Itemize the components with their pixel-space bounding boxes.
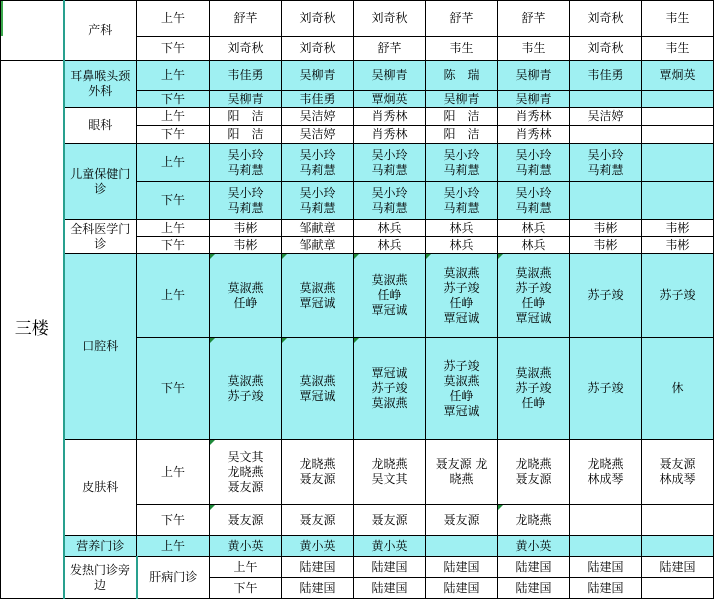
doctor-name: 任峥 bbox=[377, 288, 402, 302]
schedule-cell-day-7 bbox=[642, 440, 714, 505]
schedule-cell-day-6 bbox=[570, 108, 642, 126]
schedule-cell-day-2 bbox=[282, 254, 354, 338]
schedule-cell-day-5 bbox=[498, 536, 570, 557]
schedule-cell-day-2 bbox=[282, 182, 354, 220]
schedule-cell-day-1 bbox=[210, 91, 282, 108]
doctor-name: 聂友源 bbox=[299, 472, 336, 486]
schedule-cell-day-7 bbox=[642, 254, 714, 338]
doctor-name: 肖秀林 bbox=[371, 109, 408, 123]
doctor-name: 莫淑燕 bbox=[515, 366, 552, 380]
schedule-cell-day-6 bbox=[570, 1, 642, 37]
schedule-cell-day-6 bbox=[570, 338, 642, 440]
doctor-name: 陈 瑞 bbox=[443, 68, 480, 82]
doctor-name: 林兵 bbox=[449, 237, 474, 252]
schedule-cell-day-1 bbox=[210, 237, 282, 254]
floor-cell bbox=[1, 1, 64, 61]
schedule-cell-day-5 bbox=[498, 440, 570, 505]
schedule-cell-day-5 bbox=[498, 182, 570, 220]
schedule-cell-day-6 bbox=[570, 126, 642, 144]
table-row bbox=[1, 557, 714, 578]
doctor-name: 吴小玲 bbox=[371, 185, 408, 200]
table-row bbox=[1, 440, 714, 505]
doctor-name: 马莉慧 bbox=[371, 162, 408, 177]
doctor-name: 林兵 bbox=[521, 237, 546, 252]
doctor-name: 聂友源 龙 bbox=[435, 457, 488, 471]
doctor-name: 覃炯英 bbox=[371, 91, 408, 106]
doctor-name: 马莉慧 bbox=[227, 200, 264, 215]
doctor-name: 韦彬 bbox=[665, 237, 690, 252]
doctor-name: 吴小玲 bbox=[227, 185, 264, 200]
doctor-name: 陆建国 bbox=[371, 559, 408, 574]
doctor-name: 黄小英 bbox=[515, 538, 552, 553]
schedule-cell-day-1 bbox=[210, 61, 282, 91]
schedule-cell-day-2 bbox=[282, 237, 354, 254]
schedule-cell-day-7 bbox=[642, 182, 714, 220]
doctor-name: 苏子竣 bbox=[515, 381, 552, 395]
doctor-name: 莫淑燕 bbox=[227, 373, 264, 388]
department-cell: 全科医学门诊 bbox=[64, 220, 137, 254]
doctor-name: 邹献章 bbox=[299, 237, 336, 252]
department-cell: 儿童保健门诊 bbox=[64, 144, 137, 220]
doctor-name: 马莉慧 bbox=[515, 162, 552, 177]
schedule-cell-day-4 bbox=[498, 578, 570, 599]
schedule-cell-day-6 bbox=[570, 505, 642, 536]
schedule-cell-day-1 bbox=[210, 254, 282, 338]
schedule-cell-day-2 bbox=[282, 440, 354, 505]
doctor-name: 龙晓燕 bbox=[227, 464, 264, 479]
schedule-cell-day-4 bbox=[426, 237, 498, 254]
doctor-name: 吴文其 bbox=[227, 449, 264, 464]
schedule-cell-day-3 bbox=[354, 91, 426, 108]
schedule-cell-day-3 bbox=[354, 144, 426, 182]
schedule-cell-day-3 bbox=[354, 254, 426, 338]
doctor-name: 任峥 bbox=[233, 295, 258, 310]
schedule-cell-day-3 bbox=[354, 338, 426, 440]
doctor-name: 舒芊 bbox=[377, 41, 402, 55]
schedule-cell-day-7 bbox=[642, 144, 714, 182]
doctor-name: 聂友源 bbox=[443, 512, 480, 527]
schedule-cell-day-6 bbox=[570, 237, 642, 254]
doctor-name: 吴小玲 bbox=[371, 147, 408, 162]
doctor-name: 苏子竣 bbox=[515, 280, 552, 295]
schedule-cell-day-7 bbox=[642, 126, 714, 144]
doctor-name: 莫淑燕 bbox=[371, 273, 408, 287]
doctor-name: 聂友源 bbox=[299, 512, 336, 527]
schedule-cell-day-3 bbox=[426, 557, 498, 578]
doctor-name: 刘奇秋 bbox=[299, 41, 336, 55]
doctor-name: 吴小玲 bbox=[443, 185, 480, 200]
doctor-name: 任峥 bbox=[521, 295, 546, 310]
schedule-cell-day-6 bbox=[570, 536, 642, 557]
doctor-name: 莫淑燕 bbox=[443, 373, 480, 388]
period-cell: 下午 bbox=[137, 37, 210, 61]
schedule-cell-day-7 bbox=[642, 505, 714, 536]
doctor-name: 吴洁婷 bbox=[299, 109, 336, 123]
doctor-name: 苏子竣 bbox=[443, 280, 480, 295]
doctor-name: 马莉慧 bbox=[299, 162, 336, 177]
schedule-cell-day-5 bbox=[498, 144, 570, 182]
doctor-name: 陆建国 bbox=[443, 580, 480, 595]
doctor-name: 马莉慧 bbox=[371, 200, 408, 215]
doctor-name: 覃冠诚 bbox=[443, 403, 480, 418]
table-row bbox=[1, 61, 714, 91]
doctor-name: 舒芊 bbox=[521, 11, 546, 25]
doctor-name: 吴小玲 bbox=[227, 147, 264, 162]
doctor-name: 肖秀林 bbox=[515, 127, 552, 141]
schedule-cell-day-1 bbox=[210, 144, 282, 182]
doctor-name: 龙晓燕 bbox=[515, 512, 552, 527]
doctor-name: 苏子竣 bbox=[587, 288, 624, 302]
doctor-name: 林兵 bbox=[521, 220, 546, 235]
doctor-name: 吴小玲 bbox=[299, 147, 336, 162]
doctor-name: 韦生 bbox=[665, 11, 690, 25]
schedule-cell-day-3 bbox=[354, 37, 426, 61]
doctor-name: 黄小英 bbox=[371, 538, 408, 553]
doctor-name: 覃冠诚 bbox=[371, 366, 408, 380]
department-cell: 眼科 bbox=[64, 108, 137, 144]
doctor-name: 韦生 bbox=[665, 41, 690, 55]
doctor-name: 龙晓燕 bbox=[587, 457, 624, 471]
doctor-name: 陆建国 bbox=[587, 559, 624, 574]
schedule-cell-day-3 bbox=[354, 182, 426, 220]
doctor-name: 吴小玲 bbox=[515, 147, 552, 162]
doctor-name: 吴小玲 bbox=[515, 185, 552, 200]
doctor-name: 莫淑燕 bbox=[515, 265, 552, 280]
floor-cell: 三楼 bbox=[1, 61, 64, 599]
doctor-name: 阳 洁 bbox=[443, 127, 480, 141]
schedule-cell-day-1 bbox=[210, 440, 282, 505]
schedule-cell-day-2 bbox=[282, 37, 354, 61]
doctor-name: 马莉慧 bbox=[515, 200, 552, 215]
schedule-cell-day-2 bbox=[282, 220, 354, 237]
doctor-name: 陆建国 bbox=[659, 559, 696, 574]
doctor-name: 苏子竣 bbox=[227, 388, 264, 403]
period-cell: 上午 bbox=[137, 440, 210, 505]
schedule-cell-day-4 bbox=[498, 557, 570, 578]
doctor-name: 吴洁婷 bbox=[587, 109, 624, 123]
doctor-name: 聂友源 bbox=[371, 512, 408, 527]
doctor-name: 莫淑燕 bbox=[299, 373, 336, 388]
doctor-name: 阳 洁 bbox=[227, 127, 264, 141]
doctor-name: 休 bbox=[671, 381, 684, 395]
schedule-cell-day-7 bbox=[642, 91, 714, 108]
doctor-name: 龙晓燕 bbox=[371, 457, 408, 471]
doctor-name: 苏子竣 bbox=[659, 288, 696, 302]
doctor-name: 聂友源 bbox=[659, 457, 696, 471]
period-cell: 下午 bbox=[137, 338, 210, 440]
doctor-name: 舒芊 bbox=[449, 11, 474, 25]
doctor-name: 林兵 bbox=[377, 237, 402, 252]
doctor-name: 韦彬 bbox=[593, 237, 618, 252]
schedule-cell-day-1 bbox=[210, 220, 282, 237]
schedule-cell-day-7 bbox=[642, 108, 714, 126]
doctor-name: 陆建国 bbox=[515, 580, 552, 595]
schedule-cell-day-2 bbox=[282, 144, 354, 182]
schedule-cell-day-5 bbox=[498, 505, 570, 536]
schedule-cell-day-5 bbox=[570, 578, 642, 599]
schedule-cell-day-5 bbox=[498, 126, 570, 144]
schedule-cell-day-4 bbox=[426, 126, 498, 144]
schedule-cell-day-1 bbox=[210, 182, 282, 220]
department-cell: 皮肤科 bbox=[64, 440, 137, 536]
table-row bbox=[1, 108, 714, 126]
doctor-name: 吴小玲 bbox=[299, 185, 336, 200]
doctor-name: 阳 洁 bbox=[443, 109, 480, 123]
schedule-cell-day-1 bbox=[210, 1, 282, 37]
period-cell: 上午 bbox=[137, 254, 210, 338]
doctor-name: 莫淑燕 bbox=[371, 396, 408, 410]
schedule-cell-day-7 bbox=[642, 37, 714, 61]
doctor-name: 陆建国 bbox=[299, 580, 336, 595]
doctor-name: 林成琴 bbox=[659, 472, 696, 486]
schedule-cell-day-3 bbox=[354, 61, 426, 91]
doctor-name: 苏子竣 bbox=[443, 358, 480, 373]
doctor-name: 陆建国 bbox=[371, 580, 408, 595]
schedule-cell-day-6 bbox=[570, 220, 642, 237]
schedule-cell-day-5 bbox=[498, 237, 570, 254]
doctor-name: 林兵 bbox=[449, 220, 474, 235]
schedule-cell-day-2 bbox=[282, 536, 354, 557]
table-row bbox=[1, 144, 714, 182]
doctor-name: 陆建国 bbox=[299, 559, 336, 574]
schedule-cell-day-5 bbox=[498, 37, 570, 61]
period-cell: 上午 bbox=[210, 557, 282, 578]
schedule-cell-day-1 bbox=[210, 126, 282, 144]
schedule-body bbox=[1, 1, 714, 599]
period-cell: 上午 bbox=[137, 108, 210, 126]
department-cell: 产科 bbox=[64, 1, 137, 61]
doctor-name: 覃冠诚 bbox=[371, 303, 408, 317]
schedule-cell-day-3 bbox=[354, 108, 426, 126]
schedule-cell-day-3 bbox=[354, 536, 426, 557]
department-cell: 营养门诊 bbox=[64, 536, 137, 557]
table-row bbox=[1, 220, 714, 237]
schedule-cell-day-6 bbox=[642, 578, 714, 599]
doctor-name: 韦彬 bbox=[665, 220, 690, 235]
doctor-name: 刘奇秋 bbox=[587, 11, 624, 25]
doctor-name: 苏子竣 bbox=[587, 381, 624, 395]
schedule-cell-day-4 bbox=[426, 1, 498, 37]
schedule-cell-day-5 bbox=[498, 254, 570, 338]
doctor-name: 吴柳青 bbox=[443, 91, 480, 106]
doctor-name: 林兵 bbox=[377, 220, 402, 235]
floor-cell: 发热门诊旁边 bbox=[64, 557, 137, 599]
doctor-name: 任峥 bbox=[521, 396, 546, 410]
schedule-cell-day-6 bbox=[642, 557, 714, 578]
schedule-cell-day-2 bbox=[282, 91, 354, 108]
period-cell: 上午 bbox=[137, 1, 210, 37]
doctor-name: 刘奇秋 bbox=[299, 11, 336, 25]
schedule-cell-day-1 bbox=[282, 578, 354, 599]
period-cell: 下午 bbox=[137, 91, 210, 108]
schedule-cell-day-4 bbox=[426, 220, 498, 237]
schedule-cell-day-2 bbox=[282, 338, 354, 440]
doctor-name: 马莉慧 bbox=[587, 162, 624, 177]
doctor-name: 吴文其 bbox=[371, 472, 408, 486]
doctor-name: 马莉慧 bbox=[299, 200, 336, 215]
doctor-name: 韦彬 bbox=[233, 237, 258, 252]
doctor-name: 莫淑燕 bbox=[443, 265, 480, 280]
schedule-cell-day-6 bbox=[570, 440, 642, 505]
doctor-name: 邹献章 bbox=[299, 220, 336, 235]
doctor-name: 莫淑燕 bbox=[227, 280, 264, 295]
doctor-name: 吴柳青 bbox=[227, 91, 264, 106]
doctor-name: 马莉慧 bbox=[443, 200, 480, 215]
schedule-cell-day-5 bbox=[570, 557, 642, 578]
doctor-name: 吴洁婷 bbox=[299, 127, 336, 141]
period-cell: 上午 bbox=[137, 220, 210, 237]
doctor-name: 林成琴 bbox=[587, 472, 624, 486]
doctor-name: 韦佳勇 bbox=[227, 68, 264, 82]
doctor-name: 陆建国 bbox=[515, 559, 552, 574]
schedule-cell-day-1 bbox=[210, 536, 282, 557]
table-row bbox=[1, 1, 714, 37]
doctor-name: 吴柳青 bbox=[299, 68, 336, 82]
doctor-name: 吴柳青 bbox=[371, 68, 408, 82]
schedule-cell-day-2 bbox=[282, 126, 354, 144]
department-cell: 肝病门诊 bbox=[137, 557, 210, 599]
doctor-name: 龙晓燕 bbox=[515, 457, 552, 471]
schedule-cell-day-4 bbox=[426, 440, 498, 505]
schedule-cell-day-4 bbox=[426, 182, 498, 220]
doctor-name: 龙晓燕 bbox=[299, 457, 336, 471]
schedule-cell-day-3 bbox=[354, 237, 426, 254]
schedule-cell-day-3 bbox=[354, 1, 426, 37]
doctor-name: 聂友源 bbox=[515, 472, 552, 486]
schedule-cell-day-3 bbox=[354, 440, 426, 505]
table-row bbox=[1, 254, 714, 338]
schedule-cell-day-3 bbox=[354, 505, 426, 536]
doctor-name: 覃冠诚 bbox=[515, 310, 552, 325]
doctor-name: 马莉慧 bbox=[443, 162, 480, 177]
doctor-name: 韦佳勇 bbox=[299, 91, 336, 106]
doctor-name: 吴柳青 bbox=[515, 68, 552, 82]
schedule-cell-day-5 bbox=[498, 108, 570, 126]
doctor-name: 覃冠诚 bbox=[299, 388, 336, 403]
period-cell: 上午 bbox=[137, 536, 210, 557]
doctor-name: 韦彬 bbox=[593, 220, 618, 235]
schedule-cell-day-4 bbox=[426, 108, 498, 126]
department-cell: 口腔科 bbox=[64, 254, 137, 440]
schedule-cell-day-4 bbox=[426, 144, 498, 182]
schedule-cell-day-4 bbox=[426, 338, 498, 440]
schedule-cell-day-6 bbox=[570, 61, 642, 91]
schedule-cell-day-5 bbox=[498, 61, 570, 91]
schedule-cell-day-7 bbox=[642, 338, 714, 440]
schedule-cell-day-6 bbox=[570, 182, 642, 220]
schedule-cell-day-3 bbox=[354, 126, 426, 144]
doctor-name: 韦生 bbox=[449, 41, 474, 55]
schedule-cell-day-6 bbox=[570, 91, 642, 108]
period-cell: 下午 bbox=[210, 578, 282, 599]
schedule-cell-day-4 bbox=[426, 254, 498, 338]
doctor-name: 莫淑燕 bbox=[299, 280, 336, 295]
schedule-cell-day-7 bbox=[642, 220, 714, 237]
doctor-name: 陆建国 bbox=[443, 559, 480, 574]
schedule-cell-day-6 bbox=[570, 254, 642, 338]
schedule-cell-day-4 bbox=[426, 91, 498, 108]
doctor-name: 刘奇秋 bbox=[371, 11, 408, 25]
schedule-cell-day-2 bbox=[354, 557, 426, 578]
schedule-cell-day-3 bbox=[354, 220, 426, 237]
doctor-name: 吴柳青 bbox=[515, 91, 552, 106]
schedule-cell-day-1 bbox=[282, 557, 354, 578]
period-cell: 下午 bbox=[137, 126, 210, 144]
schedule-cell-day-5 bbox=[498, 1, 570, 37]
table-row bbox=[1, 536, 714, 557]
doctor-name: 覃炯英 bbox=[659, 68, 696, 82]
schedule-cell-day-4 bbox=[426, 61, 498, 91]
schedule-cell-day-1 bbox=[210, 505, 282, 536]
schedule-cell-day-7 bbox=[642, 536, 714, 557]
schedule-cell-day-1 bbox=[210, 108, 282, 126]
schedule-cell-day-1 bbox=[210, 338, 282, 440]
period-cell: 上午 bbox=[137, 61, 210, 91]
schedule-cell-day-6 bbox=[570, 144, 642, 182]
doctor-name: 舒芊 bbox=[233, 11, 258, 25]
doctor-name: 肖秀林 bbox=[515, 109, 552, 123]
schedule-cell-day-4 bbox=[426, 505, 498, 536]
schedule-cell-day-5 bbox=[498, 220, 570, 237]
doctor-name: 韦佳勇 bbox=[587, 68, 624, 82]
schedule-cell-day-7 bbox=[642, 61, 714, 91]
schedule-cell-day-2 bbox=[354, 578, 426, 599]
doctor-name: 苏子竣 bbox=[371, 381, 408, 395]
schedule-cell-day-3 bbox=[426, 578, 498, 599]
doctor-name: 覃冠诚 bbox=[299, 295, 336, 310]
schedule-cell-day-2 bbox=[282, 505, 354, 536]
department-cell: 耳鼻喉头颈外科 bbox=[64, 61, 137, 108]
schedule-cell-day-4 bbox=[426, 37, 498, 61]
period-cell: 下午 bbox=[137, 505, 210, 536]
schedule-cell-day-6 bbox=[570, 37, 642, 61]
schedule-cell-day-2 bbox=[282, 1, 354, 37]
doctor-name: 覃冠诚 bbox=[443, 310, 480, 325]
schedule-cell-day-5 bbox=[498, 91, 570, 108]
doctor-name: 陆建国 bbox=[587, 580, 624, 595]
doctor-name: 聂友源 bbox=[227, 512, 264, 527]
doctor-name: 黄小英 bbox=[299, 538, 336, 553]
doctor-name: 晓燕 bbox=[449, 472, 474, 486]
schedule-cell-day-4 bbox=[426, 536, 498, 557]
doctor-name: 吴小玲 bbox=[587, 147, 624, 162]
doctor-name: 刘奇秋 bbox=[227, 41, 264, 55]
doctor-name: 马莉慧 bbox=[227, 162, 264, 177]
period-cell: 上午 bbox=[137, 144, 210, 182]
doctor-name: 韦生 bbox=[521, 41, 546, 55]
doctor-name: 肖秀林 bbox=[371, 127, 408, 141]
doctor-name: 聂友源 bbox=[227, 479, 264, 494]
schedule-cell-day-5 bbox=[498, 338, 570, 440]
doctor-name: 吴小玲 bbox=[443, 147, 480, 162]
doctor-name: 任峥 bbox=[449, 295, 474, 310]
period-cell: 下午 bbox=[137, 237, 210, 254]
doctor-name: 黄小英 bbox=[227, 538, 264, 553]
schedule-cell-day-1 bbox=[210, 37, 282, 61]
schedule-cell-day-2 bbox=[282, 108, 354, 126]
doctor-name: 阳 洁 bbox=[227, 109, 264, 123]
schedule-cell-day-7 bbox=[642, 237, 714, 254]
doctor-name: 刘奇秋 bbox=[587, 41, 624, 55]
period-cell: 下午 bbox=[137, 182, 210, 220]
doctor-name: 韦彬 bbox=[233, 220, 258, 235]
doctor-name: 任峥 bbox=[449, 388, 474, 403]
schedule-cell-day-7 bbox=[642, 1, 714, 37]
schedule-cell-day-2 bbox=[282, 61, 354, 91]
